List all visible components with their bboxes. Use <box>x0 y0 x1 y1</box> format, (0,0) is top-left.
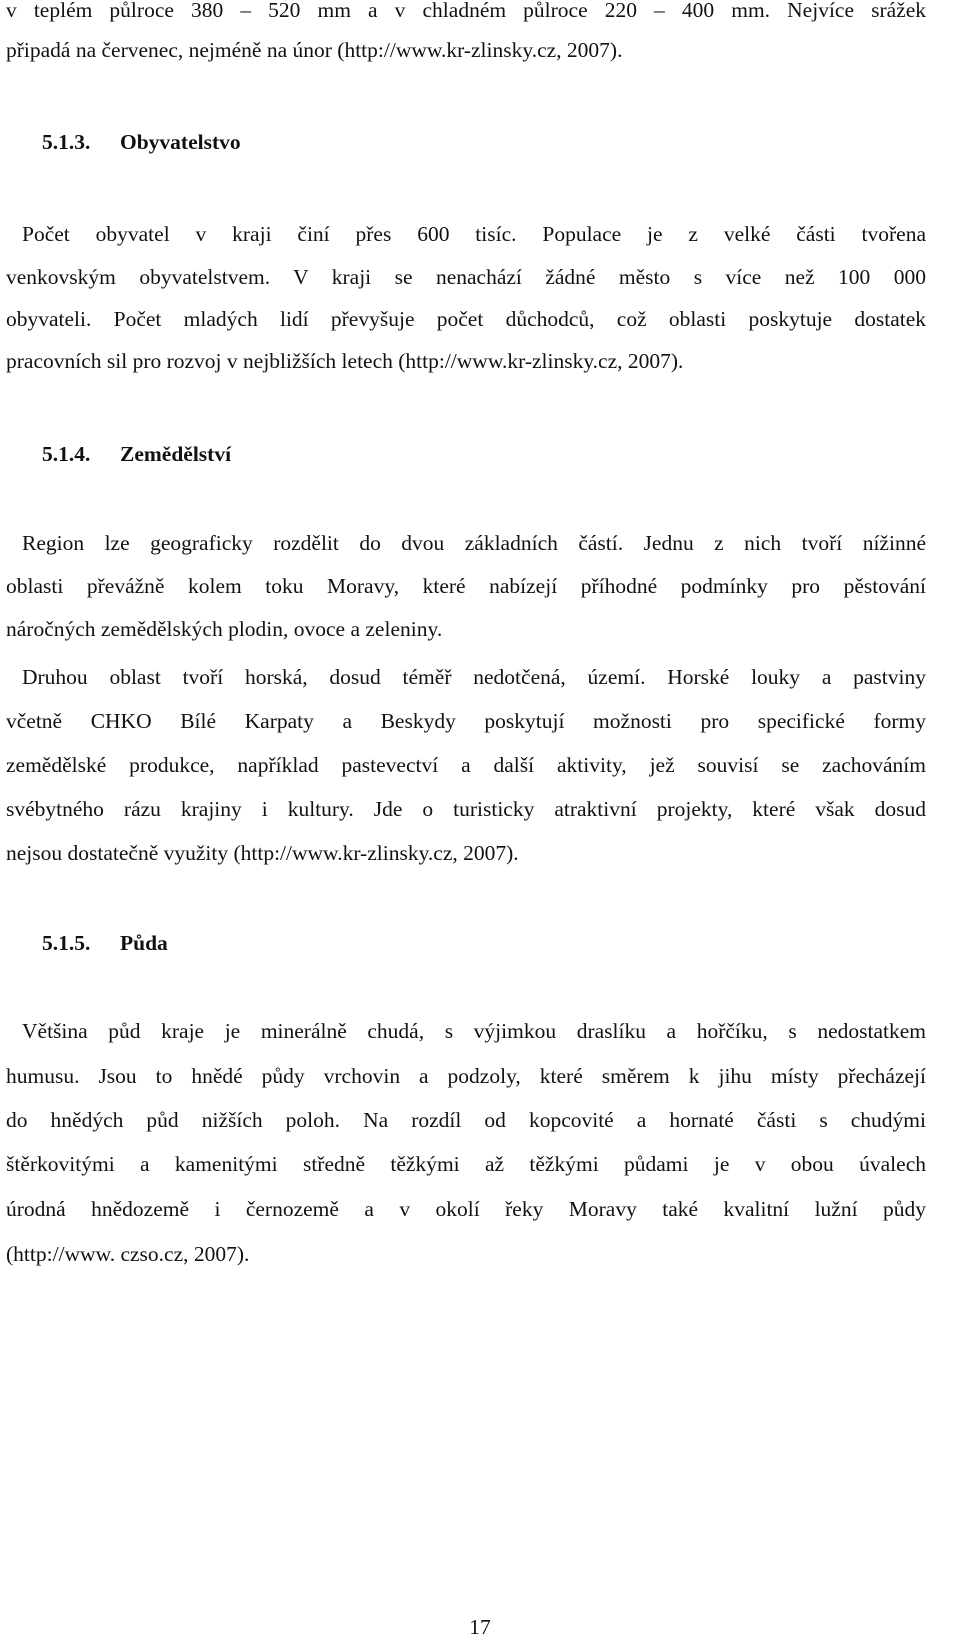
paragraph-line: venkovským obyvatelstvem. V kraji se nenachází žádné město s více než 100 000 <box>6 265 926 289</box>
paragraph-line: pracovních sil pro rozvoj v nejbližších letech (http://www.kr-zlinsky.cz, 2007). <box>6 349 684 373</box>
section-title: Půda <box>120 931 168 955</box>
paragraph-line: náročných zemědělských plodin, ovoce a zeleniny. <box>6 617 443 641</box>
paragraph-line: Počet obyvatel v kraji činí přes 600 tisíc. Populace je z velké části tvořena <box>22 222 926 246</box>
paragraph-line: do hnědých půd nižších poloh. Na rozdíl od kopcovité a hornaté části s chudými <box>6 1108 926 1132</box>
section-number: 5.1.4. <box>42 442 91 466</box>
paragraph-line: připadá na červenec, nejméně na únor (http://www.kr-zlinsky.cz, 2007). <box>6 38 623 62</box>
paragraph-line: nejsou dostatečně využity (http://www.kr-zlinsky.cz, 2007). <box>6 841 519 865</box>
paragraph-line: humusu. Jsou to hnědé půdy vrchovin a podzoly, které směrem k jihu místy přecházejí <box>6 1064 926 1088</box>
paragraph-line: včetně CHKO Bílé Karpaty a Beskydy poskytují možnosti pro specifické formy <box>6 709 926 733</box>
section-number: 5.1.5. <box>42 931 91 955</box>
paragraph-line: Většina půd kraje je minerálně chudá, s výjimkou draslíku a hořčíku, s nedostatkem <box>22 1019 926 1043</box>
paragraph-line: obyvateli. Počet mladých lidí převyšuje počet důchodců, což oblasti poskytuje dostatek <box>6 307 926 331</box>
paragraph-line: štěrkovitými a kamenitými středně těžkými až těžkými půdami je v obou úvalech <box>6 1152 926 1176</box>
paragraph-line: Region lze geograficky rozdělit do dvou základních částí. Jednu z nich tvoří nížinné <box>22 531 926 555</box>
page-number: 17 <box>469 1615 491 1639</box>
paragraph-line: zemědělské produkce, například pastevectví a další aktivity, jež souvisí se zachováním <box>6 753 926 777</box>
paragraph-line: oblasti převážně kolem toku Moravy, které nabízejí příhodné podmínky pro pěstování <box>6 574 926 598</box>
paragraph-line: svébytného rázu krajiny i kultury. Jde o turisticky atraktivní projekty, které však dosud <box>6 797 926 821</box>
section-title: Zemědělství <box>120 442 232 466</box>
paragraph-line: Druhou oblast tvoří horská, dosud téměř nedotčená, území. Horské louky a pastviny <box>22 665 926 689</box>
paragraph-line: (http://www. czso.cz, 2007). <box>6 1242 250 1266</box>
section-title: Obyvatelstvo <box>120 130 241 154</box>
paragraph-line: v teplém půlroce 380 – 520 mm a v chladném půlroce 220 – 400 mm. Nejvíce srážek <box>6 0 926 22</box>
section-heading-5-1-5 <box>42 929 168 957</box>
paragraph-line: úrodná hnědozemě i černozemě a v okolí řeky Moravy také kvalitní lužní půdy <box>6 1197 926 1221</box>
section-heading-5-1-3 <box>42 128 241 156</box>
section-number: 5.1.3. <box>42 130 91 154</box>
section-heading-5-1-4 <box>42 440 231 468</box>
